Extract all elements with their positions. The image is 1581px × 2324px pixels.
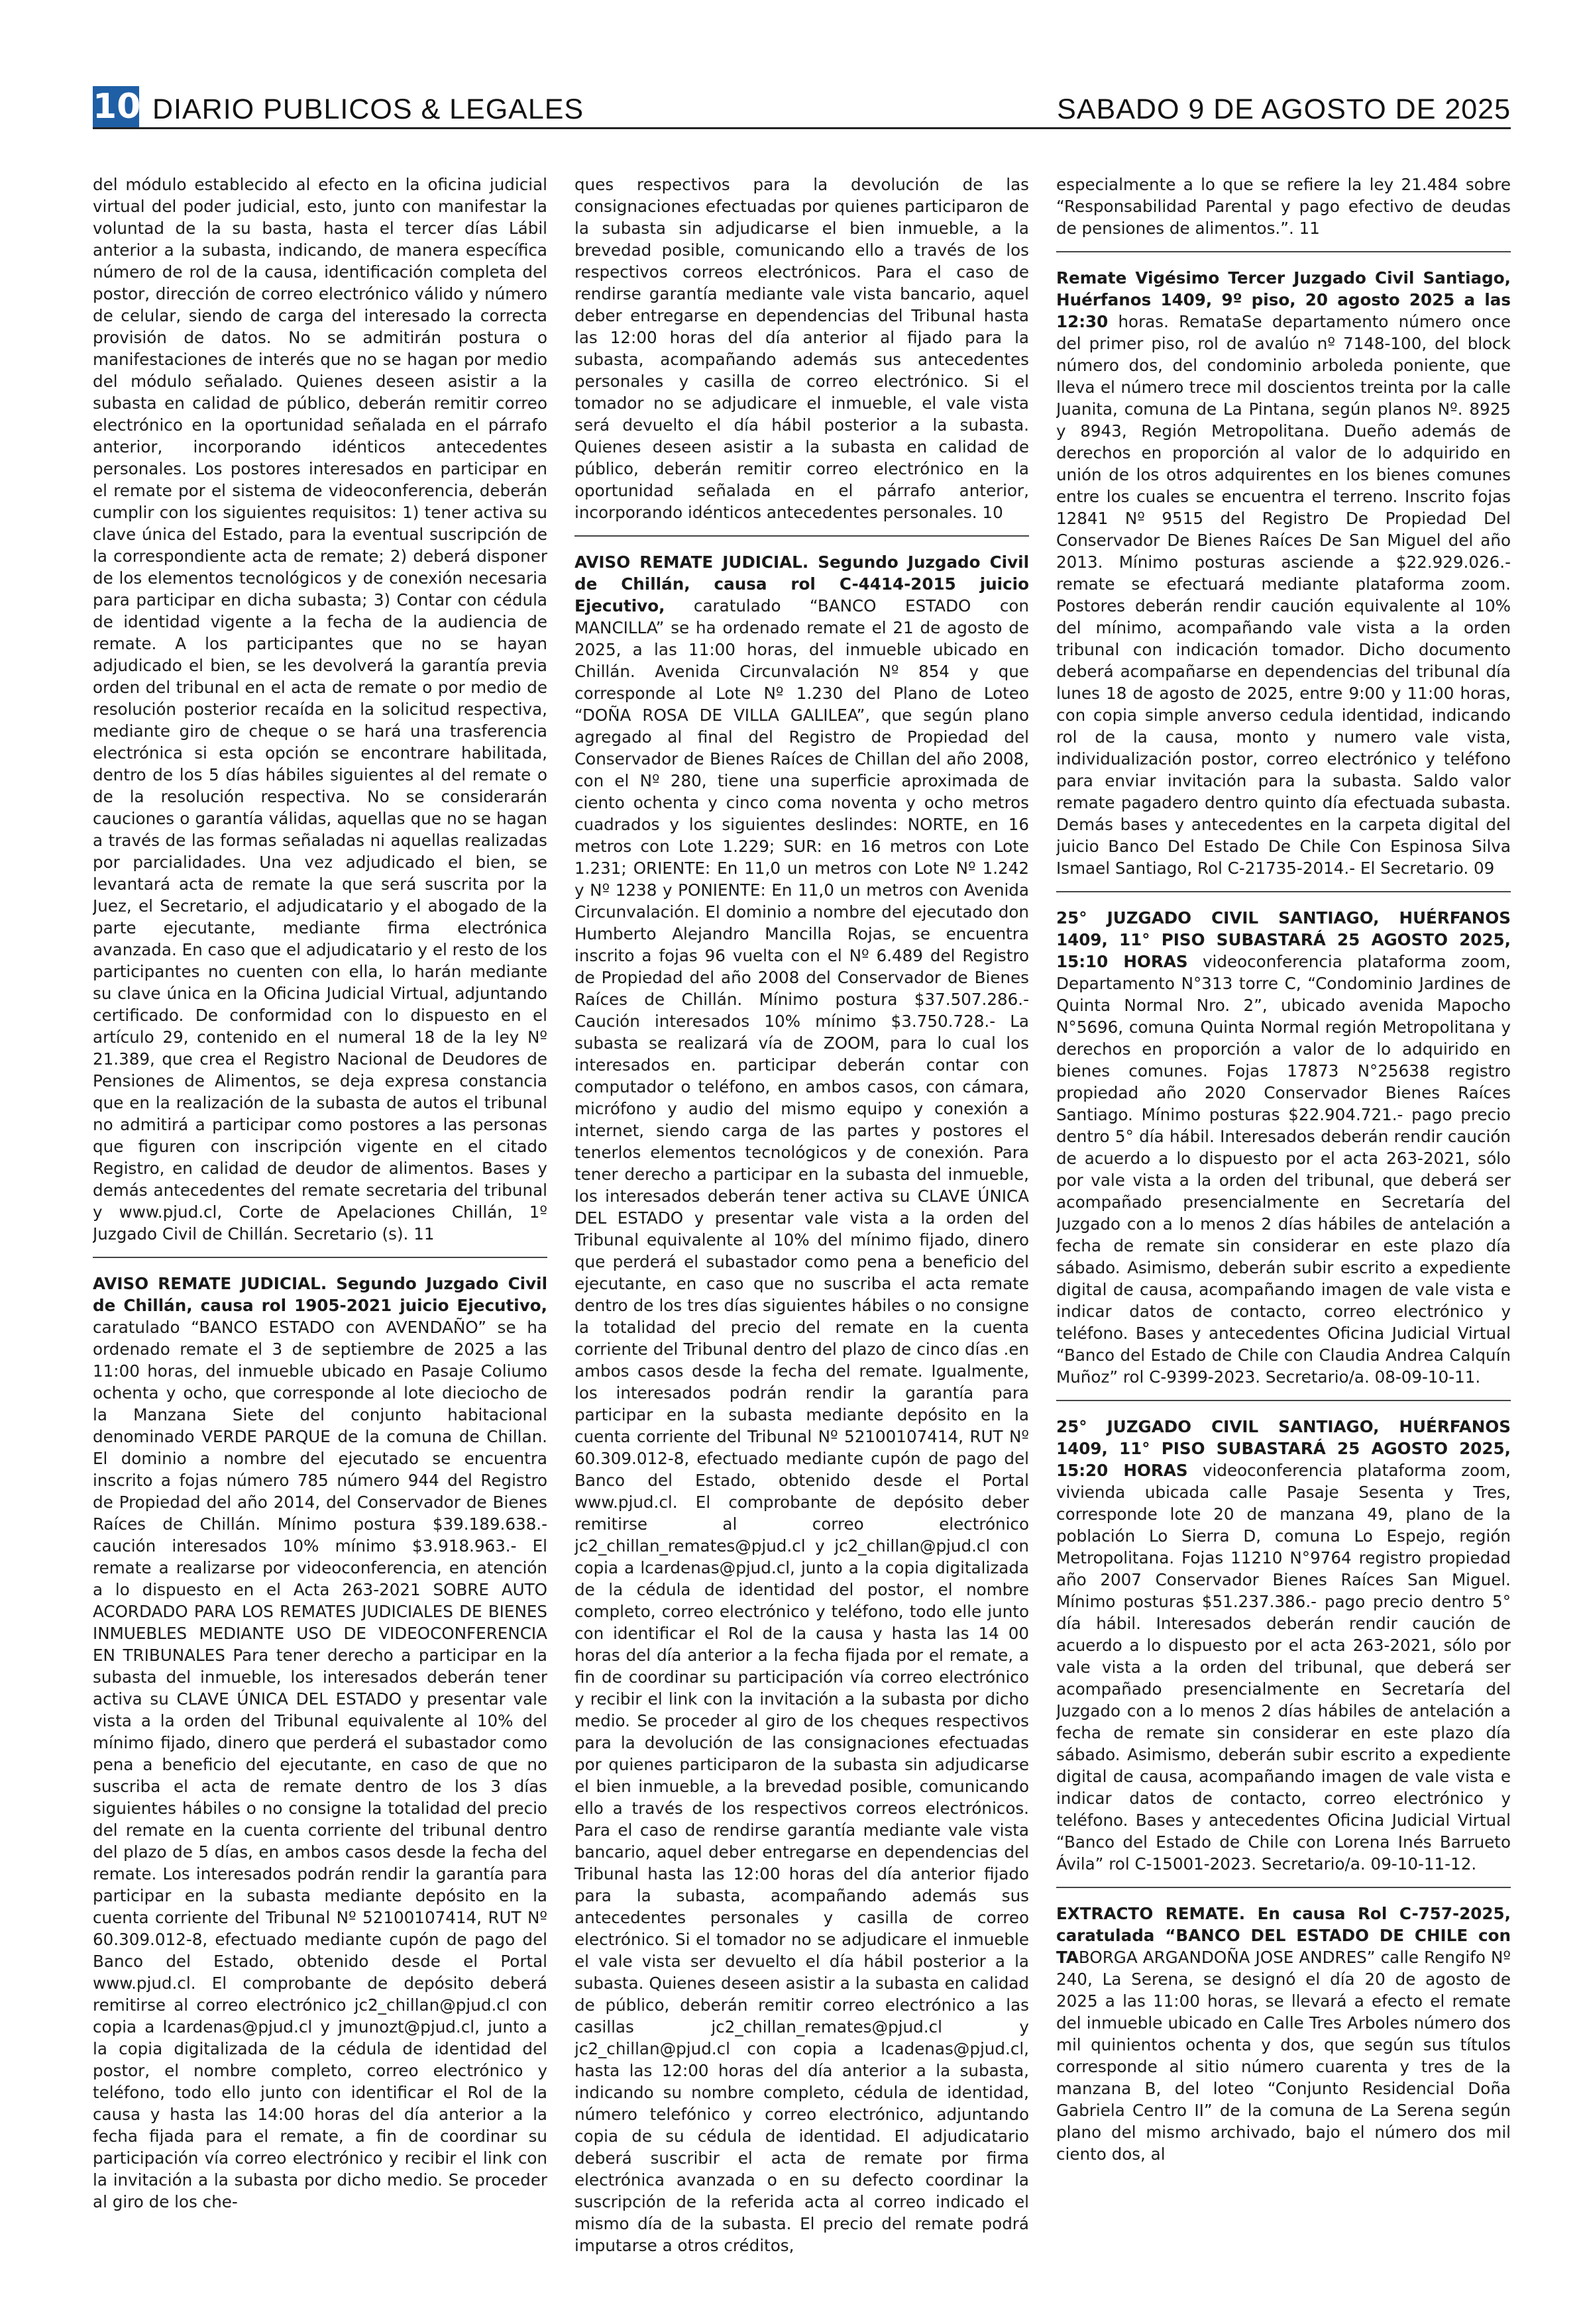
notice-divider xyxy=(1056,1400,1511,1401)
notice-body: videoconferencia plataforma zoom, Departamento N°313 torre C, “Condominio Jardines de Quinta Normal Nro. 2”, ubicado avenida Mapocho N°5696, comuna Quinta Normal región Metropolitana y derechos en proporción a valor de lo adquirido en bienes comunes. Fojas 17873 N°25638 registro propiedad año 2020 Conservador Bienes Raíces Santiago. Mínimo posturas $22.904.721.- pago precio dentro 5° día hábil. Interesados deberán rendir caución de acuerdo a lo dispuesto por el acta 263-2021, sólo por vale vista a la orden del tribunal, que deberá ser acompañado presencialmente en Secretaría del Juzgado con a lo menos 2 días hábiles de antelación a fecha de remate sin considerar en este plazo día sábado. Asimismo, deberán subir escrito a expediente digital de causa, acompañando imagen de vale vista e indicar datos de contacto, correo electrónico y teléfono. Bases y antecedentes Oficina Judicial Virtual “Banco del Estado de Chile con Claudia Andrea Calquín Muñoz” rol C-9399-2023. Secretario/a. 08-09-10-11. xyxy=(1056,952,1511,1387)
notice-divider xyxy=(93,1257,547,1258)
notice-body: especialmente a lo que se refiere la ley 21.484 sobre “Responsabilidad Parental y pago efectivo de deudas de pensiones de alimentos.”. 11 xyxy=(1056,175,1511,238)
notice xyxy=(574,551,1029,2256)
notice-continued xyxy=(574,174,1029,523)
notice-body: caratulado “BANCO ESTADO con MANCILLA” se ha ordenado remate el 21 de agosto de 2025, a las 11:00 horas, del inmueble ubicado en Chillán. Avenida Circunvalación Nº 854 y que corresponde al Lote Nº 1.230 del Plano de Loteo “DOÑA ROSA DE VILLA GALILEA”, que según plano agregado al final del Registro de Propiedad del Conservador de Bienes Raíces de Chillan del año 2008, con el Nº 280, tiene una superficie aproximada de ciento ochenta y cinco coma noventa y ocho metros cuadrados y los siguientes deslindes: NORTE, en 16 metros con Lote 1.229; SUR: en 16 metros con Lote 1.231; ORIENTE: En 11,0 un metros con Lote Nº 1.242 y Nº 1238 y PONIENTE: En 11,0 un metros con Avenida Circunvalación. El dominio a nombre del ejecutado don Humberto Alejandro Mancilla Rojas, se encuentra inscrito a fojas 96 vuelta con el Nº 6.489 del Registro de Propiedad del año 2008 del Conservador de Bienes Raíces de Chillán. Mínimo postura $37.507.286.- Caución interesados 10% mínimo $3.750.728.- La subasta se realizará vía de ZOOM, para lo cual los interesados en. participar deberán contar con computador o teléfono, en ambos casos, con cámara, micrófono y audio del mismo equipo y conexión a internet, siendo carga de las partes y postores el tenerlos elementos tecnológicos y de conexión. Para tener derecho a participar en la subasta del inmueble, los interesados deberán tener activa su CLAVE ÚNICA DEL ESTADO y presentar vale vista a la orden del Tribunal equivalente al 10% del mínimo fijado, dinero que perderá el subastador como pena a beneficio del ejecutante, en caso que no suscriba el acta remate dentro de los tres días siguientes hábiles o no consigne la totalidad del precio del remate en la cuenta corriente del Tribunal dentro del plazo de cinco días .en ambos casos desde la fecha del remate. Igualmente, los interesados podrán rendir la garantía para participar en la subasta mediante depósito en la cuenta corriente del Tribunal Nº 52100107414, RUT Nº 60.309.012-8, efectuado mediante cupón de pago del Banco del Estado, obtenido desde el Portal www.pjud.cl. El comprobante de depósito deber remitirse al correo electrónico jc2_chillan_remates@pjud.cl y jc2_chillan@pjud.cl con copia a lcardenas@pjud.cl, junto a la copia digitalizada de la cédula de identidad del postor, el nombre completo, correo electrónico y teléfono, todo elle junto con identificar el Rol de la causa y hasta las 14 00 horas del día anterior a la fecha fijada por el remate, a fin de coordinar su participación vía correo electrónico y recibir el link con la invitación a la subasta por dicho medio. Se proceder al giro de los cheques respectivos para la devolución de las consignaciones efectuadas por quienes participaron de la subasta sin adjudicarse el bien inmueble, a la brevedad posible, comunicando ello a través de los respectivos correos electrónicos. Para el caso de rendirse garantía mediante vale vista bancario, aquel deber entregarse en dependencias del Tribunal hasta las 12:00 horas del día anterior fijado para la subasta, acompañando además sus antecedentes personales y casilla de correo electrónico. Si el tomador no se adjudicare el inmueble el vale vista ser devuelto el día hábil posterior a la subasta. Quienes deseen asistir a la subasta en calidad de público, deberán remitir correo electrónico a las casillas jc2_chillan_remates@pjud.cl y jc2_chillan@pjud.cl con copia a lcadenas@pjud.cl, hasta las 12:00 horas del día anterior a la subasta, indicando su nombre completo, cédula de identidad, número telefónico y correo electrónico, adjuntando copia de su cédula de identidad. El adjudicatario deberá suscribir el acta de remate por firma electrónica avanzada o en su defecto coordinar la suscripción de la referida acta al correo indicado el mismo día de la subasta. El precio del remate podrá imputarse a otros créditos, xyxy=(574,596,1029,2255)
column-2 xyxy=(574,174,1029,2307)
notice-heading: 25° JUZGADO CIVIL SANTIAGO, HUÉRFANOS 1409, 11° PISO SUBASTARÁ 25 AGOSTO 2025, 15:20 HORAS xyxy=(1056,1417,1511,1480)
page-number: 10 xyxy=(93,87,141,127)
notice-heading: AVISO REMATE JUDICIAL. Segundo Juzgado Civil de Chillán, causa rol C-4414-2015 juicio Ejecutivo, xyxy=(574,553,1029,615)
notice-divider xyxy=(1056,1887,1511,1888)
column-1 xyxy=(93,174,547,2307)
notice xyxy=(1056,1903,1511,2165)
notice-continued xyxy=(93,174,547,1245)
page-header xyxy=(93,86,1511,129)
notice-body: ques respectivos para la devolución de las consignaciones efectuadas por quienes participaron de la subasta sin adjudicarse el bien inmueble, a la brevedad posible, comunicando ello a través de los respectivos correos electrónicos. Para el caso de rendirse garantía mediante vale vista bancario, aquel deber entregarse en dependencias del Tribunal hasta las 12:00 horas del día anterior al fijado para la subasta, acompañando además sus antecedentes personales y casilla de correo electrónico. Si el tomador no se adjudicare el inmueble, el vale vista será devuelto el día hábil posterior a la subasta. Quienes deseen asistir a la subasta en calidad de público, deberán remitir correo electrónico en la oportunidad señalada en el párrafo anterior, incorporando idénticos antecedentes personales. 10 xyxy=(574,175,1029,522)
notice-divider xyxy=(574,535,1029,537)
notice xyxy=(93,1273,547,2213)
notice-body: del módulo establecido al efecto en la oficina judicial virtual del poder judicial, esto, junto con manifestar la voluntad de la su basta, hasta el tercer días Lábil anterior a la subasta, indicando, de manera específica número de rol de la causa, identificación completa del postor, dirección de correo electrónico válido y número de celular, siendo de carga del interesado la correcta provisión de datos. No se admitirán postura o manifestaciones de interés que no se hagan por medio del módulo señalado. Quienes deseen asistir a la subasta en calidad de público, deberán remitir correo electrónico en la oportunidad señalada en el párrafo anterior, incorporando idénticos antecedentes personales. Los postores interesados en participar en el remate por el sistema de videoconferencia, deberán cumplir con los siguientes requisitos: 1) tener activa su clave única del Estado, para la eventual suscripción de la correspondiente acta de remate; 2) deberá disponer de los elementos tecnológicos y de conexión necesaria para participar en dicha subasta; 3) Contar con cédula de identidad vigente a la fecha de la audiencia de remate. A los participantes que no se hayan adjudicado el bien, se les devolverá la garantía previa orden del tribunal en el acta de remate o por medio de resolución posterior recaída en la solicitud respectiva, mediante giro de cheque o se hará una trasferencia electrónica si esta opción se encontrare habilitada, dentro de los 5 días hábiles siguientes al del remate o de la resolución respectiva. No se considerarán cauciones o garantía válidas, aquellas que no se hagan a través de las formas señaladas ni aquellas realizadas por parcialidades. Una vez adjudicado el bien, se levantará acta de remate la que será suscrita por la Juez, el Secretario, el adjudicatario y el abogado de la parte ejecutante, mediante firma electrónica avanzada. En caso que el adjudicatario y el resto de los participantes no cuenten con ella, lo harán mediante su clave única en la Oficina Judicial Virtual, adjuntando certificado. De conformidad con lo dispuesto en el artículo 29, contenido en el numeral 18 de la ley Nº 21.389, que crea el Registro Nacional de Deudores de Pensiones de Alimentos, se deja expresa constancia que en la realización de la subasta de autos el tribunal no admitirá a participar como postores a las personas que figuren con inscripción vigente en el citado Registro, en calidad de deudor de alimentos. Bases y demás antecedentes del remate secretaria del tribunal y www.pjud.cl, Corte de Apelaciones Chillán, 1º Juzgado Civil de Chillán. Secretario (s). 11 xyxy=(93,175,547,1243)
notice-heading: EXTRACTO REMATE. En causa Rol C-757-2025, caratulada “BANCO DEL ESTADO DE CHILE con TA xyxy=(1056,1904,1511,1967)
notice-heading: 25° JUZGADO CIVIL SANTIAGO, HUÉRFANOS 1409, 11° PISO SUBASTARÁ 25 AGOSTO 2025, 15:10 HORAS xyxy=(1056,908,1511,971)
notice-body: horas. RemataSe departamento número once del primer piso, rol de avalúo nº 7148-100, del block número dos, del condominio arboleda poniente, que lleva el número trece mil doscientos treinta por la calle Juanita, comuna de La Pintana, según planos Nº. 8925 y 8943, Región Metropolitana. Dueño además de derechos en proporción al valor de lo adquirido en unión de los otros adquirentes en los bienes comunes entre los cuales se encuentra el terreno. Inscrito fojas 12841 Nº 9515 del Registro De Propiedad Del Conservador De Bienes Raíces De San Miguel del año 2013. Mínimo posturas asciende a $22.929.026.- remate se efectuará mediante plataforma zoom. Postores deberán rendir caución equivalente al 10% del mínimo, acompañando vale vista a la orden tribunal con indicación tomador. Dicho documento deberá acompañarse en dependencias del tribunal día lunes 18 de agosto de 2025, entre 9:00 y 11:00 horas, con copia simple anverso cedula identidad, indicando rol de la causa, monto y numero vale vista, individualización postor, correo electrónico y teléfono para enviar invitación para la subasta. Saldo valor remate pagadero dentro quinto día efectuada subasta. Demás bases y antecedentes en la carpeta digital del juicio Banco Del Estado De Chile Con Espinosa Silva Ismael Santiago, Rol C-21735-2014.- El Secretario. 09 xyxy=(1056,312,1511,878)
notice-body: caratulado “BANCO ESTADO con AVENDAÑO” se ha ordenado remate el 3 de septiembre de 2025 a las 11:00 horas, del inmueble ubicado en Pasaje Coliumo ochenta y ocho, que corresponde al lote dieciocho de la Manzana Siete del conjunto habitacional denominado VERDE PARQUE de la comuna de Chillan. El dominio a nombre del ejecutado se encuentra inscrito a fojas número 785 número 944 del Registro de Propiedad del año 2014, del Conservador de Bienes Raíces de Chillán. Mínimo postura $39.189.638.- caución interesados 10% mínimo $3.918.963.- El remate a realizarse por videoconferencia, en atención a lo dispuesto en el Acta 263-2021 SOBRE AUTO ACORDADO PARA LOS REMATES JUDICIALES DE BIENES INMUEBLES MEDIANTE USO DE VIDEOCONFERENCIA EN TRIBUNALES Para tener derecho a participar en la subasta del inmueble, los interesados deberán tener activa su CLAVE ÚNICA DEL ESTADO y presentar vale vista a la orden del Tribunal equivalente al 10% del mínimo fijado, dinero que perderá el subastador como pena a beneficio del ejecutante, en caso de que no suscriba el acta de remate dentro de los 3 días siguientes hábiles o no consigne la totalidad del precio del remate en la cuenta corriente del tribunal dentro del plazo de 5 días, en ambos casos desde la fecha del remate. Los interesados podrán rendir la garantía para participar en la subasta mediante depósito en la cuenta corriente del Tribunal Nº 52100107414, RUT Nº 60.309.012-8, efectuado mediante cupón de pago del Banco del Estado, obtenido desde el Portal www.pjud.cl. El comprobante de depósito deberá remitirse al correo electrónico jc2_chillan@pjud.cl con copia a lcardenas@pjud.cl y jmunozt@pjud.cl, junto a la copia digitalizada de la cédula de identidad del postor, el nombre completo, correo electrónico y teléfono, todo ello junto con identificar el Rol de la causa y hasta las 14:00 horas del día anterior a la fecha fijada para el remate, a fin de coordinar su participación vía correo electrónico y recibir el link con la invitación a la subasta por dicho medio. Se proceder al giro de los che- xyxy=(93,1318,547,2211)
notice-divider xyxy=(1056,251,1511,252)
publication-name: DIARIO PUBLICOS & LEGALES xyxy=(152,93,584,125)
notice xyxy=(1056,907,1511,1388)
notice-heading: AVISO REMATE JUDICIAL. Segundo Juzgado Civil de Chillán, causa rol 1905-2021 juicio Ejecutivo, xyxy=(93,1274,547,1315)
column-3 xyxy=(1056,174,1511,2307)
notice-body: videoconferencia plataforma zoom, vivienda ubicada calle Pasaje Sesenta y Tres, corresponde lote 20 de manzana 49, plano de la población Lo Sierra D, comuna Lo Espejo, región Metropolitana. Fojas 11210 N°9764 registro propiedad año 2007 Conservador Bienes Raíces San Miguel. Mínimo posturas $51.237.386.- pago precio dentro 5° día hábil. Interesados deberán rendir caución de acuerdo a lo dispuesto por el acta 263-2021, sólo por vale vista a la orden del tribunal, que deberá ser acompañado presencialmente en Secretaría del Juzgado con a lo menos 2 días hábiles de antelación a fecha de remate sin considerar en este plazo día sábado. Asimismo, deberán subir escrito a expediente digital de causa, acompañando imagen de vale vista e indicar datos de contacto, correo electrónico y teléfono. Bases y antecedentes Oficina Judicial Virtual “Banco del Estado de Chile con Lorena Inés Barrueto Ávila” rol C-15001-2023. Secretario/a. 09-10-11-12. xyxy=(1056,1461,1511,1874)
notice xyxy=(1056,267,1511,879)
notice xyxy=(1056,1416,1511,1875)
notice-heading: Remate Vigésimo Tercer Juzgado Civil Santiago, Huérfanos 1409, 9º piso, 20 agosto 2025 a las 12:30 xyxy=(1056,268,1511,331)
notice-body: BORGA ARGANDOÑA JOSE ANDRES” calle Rengifo Nº 240, La Serena, se designó el día 20 de agosto de 2025 a las 11:00 horas, se llevará a efecto el remate del inmueble ubicado en Calle Tres Arboles número dos mil quinientos ochenta y dos, que según sus títulos corresponde al sitio número cuarenta y tres de la manzana B, del loteo “Conjunto Residencial Doña Gabriela Centro II” de la comuna de La Serena según plano del mismo archivado, bajo el número dos mil ciento dos, al xyxy=(1056,1948,1511,2164)
publication-date: SABADO 9 DE AGOSTO DE 2025 xyxy=(1057,93,1511,125)
notice-divider xyxy=(1056,891,1511,892)
notice-continued xyxy=(1056,174,1511,239)
